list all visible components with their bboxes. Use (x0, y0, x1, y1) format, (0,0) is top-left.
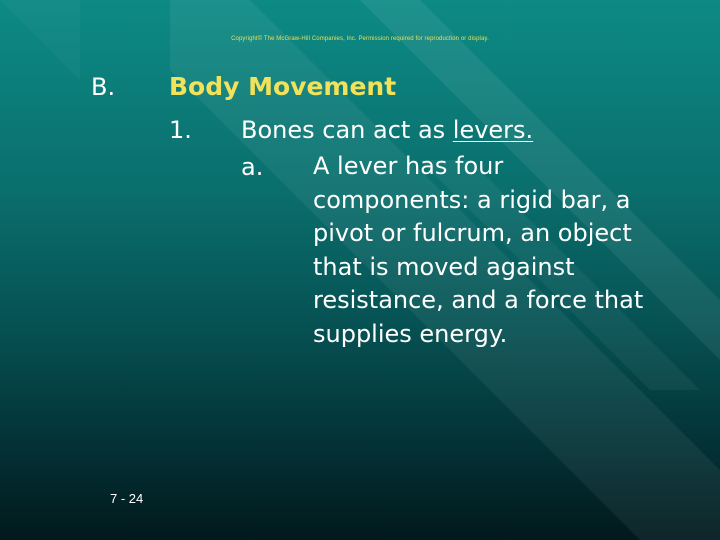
section-letter: B. (91, 73, 116, 101)
copyright-notice: Copyright© The McGraw-Hill Companies, Inc. Permission required for reproduction or display. (231, 36, 489, 42)
subpoint-letter: a. (241, 153, 264, 181)
point-number: 1. (169, 116, 192, 144)
subpoint-text: A lever has four components: a rigid bar, a pivot or fulcrum, an object that is moved against resistance, and a force that supplies energy. (313, 152, 644, 348)
point-keyword-levers: levers. (452, 116, 534, 144)
point-text (241, 116, 533, 144)
slide-number: 7 - 24 (110, 491, 144, 506)
point-text-lead: Bones can act as (241, 116, 453, 144)
section-heading: Body Movement (169, 72, 397, 101)
